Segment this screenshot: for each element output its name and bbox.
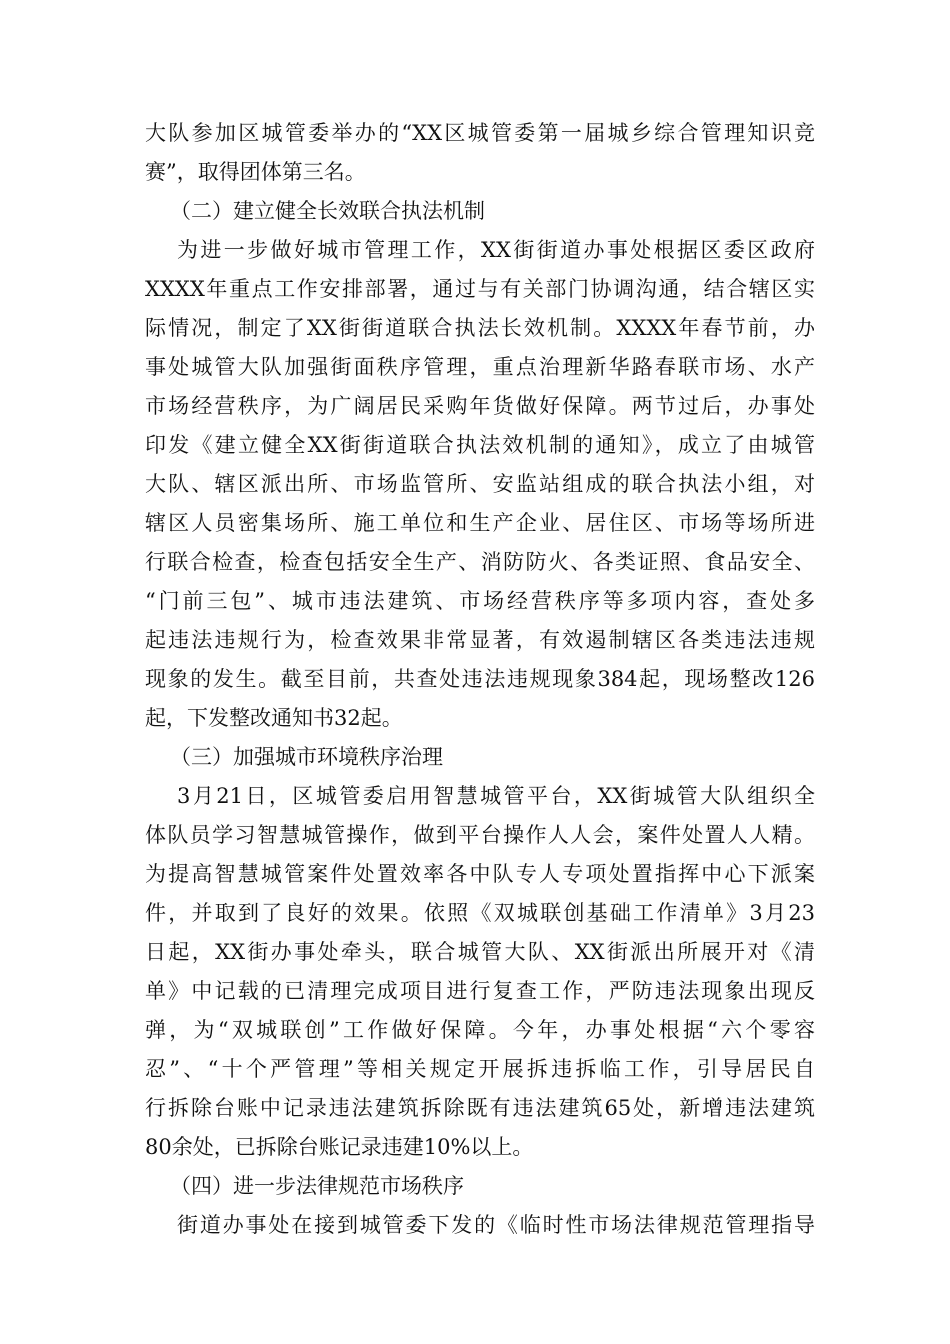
paragraph-line: 80余处，已拆除台账记录违建10%以上。 xyxy=(145,1135,534,1159)
paragraph-line: 3月21日，区城管委启用智慧城管平台，XX街城管大队组织全 xyxy=(177,784,815,808)
paragraph-line: 起违法违规行为，检查效果非常显著，有效遏制辖区各类违法违规 xyxy=(145,628,815,652)
section-heading: （二）建立健全长效联合执法机制 xyxy=(170,199,485,223)
paragraph-line: XXXX年重点工作安排部署，通过与有关部门协调沟通，结合辖区实 xyxy=(145,277,815,301)
paragraph-line: 为提高智慧城管案件处置效率各中队专人专项处置指挥中心下派案 xyxy=(145,862,815,886)
paragraph-line: “门前三包”、城市违法建筑、市场经营秩序等多项内容，查处多 xyxy=(145,589,815,613)
paragraph-line: 辖区人员密集场所、施工单位和生产企业、居住区、市场等场所进 xyxy=(145,511,815,535)
paragraph-line: 印发《建立健全XX街街道联合执法效机制的通知》，成立了由城管 xyxy=(145,433,815,457)
paragraph-line: 忍”、“十个严管理”等相关规定开展拆违拆临工作，引导居民自 xyxy=(145,1057,815,1081)
document-body xyxy=(145,114,815,1245)
paragraph-line: 件，并取到了良好的效果。依照《双城联创基础工作清单》3月23 xyxy=(145,901,815,925)
paragraph-line: 赛”，取得团体第三名。 xyxy=(145,160,366,184)
paragraph-line: 行联合检查，检查包括安全生产、消防防火、各类证照、食品安全、 xyxy=(145,550,815,574)
paragraph-line: 体队员学习智慧城管操作，做到平台操作人人会，案件处置人人精。 xyxy=(145,823,815,847)
paragraph-line: 为进一步做好城市管理工作，XX街街道办事处根据区委区政府 xyxy=(177,238,815,262)
paragraph-line: 际情况，制定了XX街街道联合执法长效机制。XXXX年春节前，办 xyxy=(145,316,815,340)
paragraph-line: 单》中记载的已清理完成项目进行复查工作，严防违法现象出现反 xyxy=(145,979,815,1003)
paragraph-line: 市场经营秩序，为广阔居民采购年货做好保障。两节过后，办事处 xyxy=(145,394,815,418)
paragraph-line: 事处城管大队加强街面秩序管理，重点治理新华路春联市场、水产 xyxy=(145,355,815,379)
paragraph-line: 大队参加区城管委举办的“XX区城管委第一届城乡综合管理知识竞 xyxy=(145,121,815,145)
paragraph-line: 日起，XX街办事处牵头，联合城管大队、XX街派出所展开对《清 xyxy=(145,940,815,964)
paragraph-line: 街道办事处在接到城管委下发的《临时性市场法律规范管理指导 xyxy=(177,1213,815,1237)
paragraph-line: 弹，为“双城联创”工作做好保障。今年，办事处根据“六个零容 xyxy=(145,1018,815,1042)
section-heading: （四）进一步法律规范市场秩序 xyxy=(170,1174,464,1198)
paragraph-line: 起，下发整改通知书32起。 xyxy=(145,706,403,730)
section-heading: （三）加强城市环境秩序治理 xyxy=(170,745,443,769)
paragraph-line: 现象的发生。截至目前，共查处违法违规现象384起，现场整改126 xyxy=(145,667,815,691)
paragraph-line: 大队、辖区派出所、市场监管所、安监站组成的联合执法小组，对 xyxy=(145,472,815,496)
paragraph-line: 行拆除台账中记录违法建筑拆除既有违法建筑65处，新增违法建筑 xyxy=(145,1096,815,1120)
